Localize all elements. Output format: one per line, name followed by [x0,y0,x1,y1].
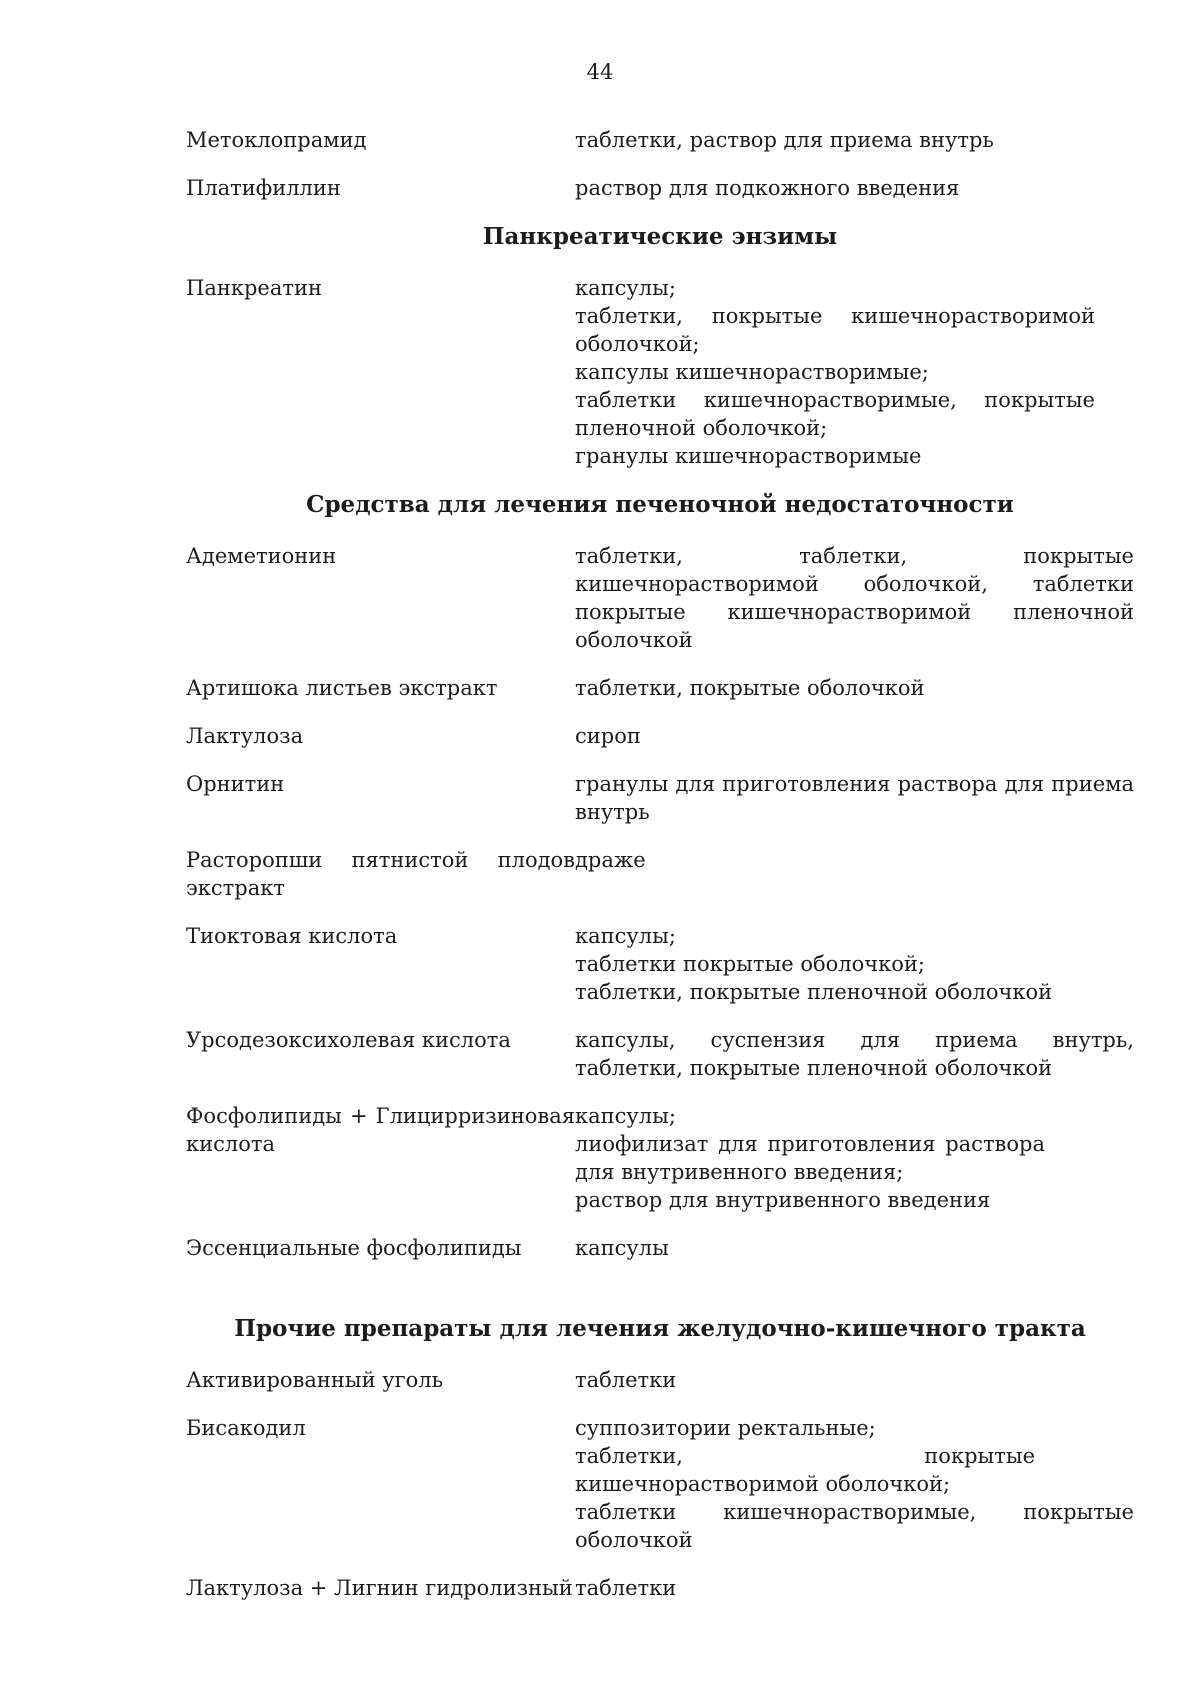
dosage-form: гранулы кишечнорастворимые [575,444,922,468]
drug-name: Орнитин [186,772,285,796]
drug-name: Бисакодил [186,1416,306,1440]
table-row [186,542,1134,654]
dosage-forms [575,126,1134,154]
dosage-form: капсулы кишечнорастворимые; [575,360,929,384]
table-row [186,1102,1134,1214]
drug-name: Лактулоза [186,724,304,748]
table-row [186,174,1134,202]
table-row [186,770,1134,826]
dosage-form: капсулы; [575,276,676,300]
table-row [186,846,1134,902]
dosage-form: таблетки [575,1576,677,1600]
drug-name: Метоклопрамид [186,128,367,152]
table-row [186,1026,1134,1082]
drug-list [186,126,1134,1622]
dosage-forms [575,1102,1045,1214]
dosage-form: раствор для внутривенного введения [575,1188,991,1212]
section-title: Панкреатические энзимы [482,223,838,250]
dosage-form: таблетки кишечнорастворимые, покрытые пленочной оболочкой; [575,388,1095,440]
dosage-forms [575,846,1134,874]
table-row [186,1234,1134,1262]
dosage-form: капсулы; [575,1104,676,1128]
drug-name: Панкреатин [186,276,322,300]
dosage-forms [575,674,1134,702]
dosage-forms [575,1366,1134,1394]
drug-name: Активированный уголь [186,1368,444,1392]
dosage-form: лиофилизат для приготовления раствора для внутривенного введения; [575,1132,1045,1184]
dosage-form: таблетки, покрытые кишечнорастворимой оболочкой; [575,304,1095,356]
table-row [186,126,1134,154]
table-row [186,1414,1134,1554]
dosage-forms [575,722,1134,750]
dosage-form: гранулы для приготовления раствора для приема внутрь [575,772,1134,824]
dosage-form: капсулы [575,1236,669,1260]
dosage-form: таблетки, раствор для приема внутрь [575,128,994,152]
dosage-form: драже [575,848,646,872]
table-row [186,722,1134,750]
dosage-form: таблетки кишечнорастворимые, покрытые оболочкой [575,1500,1134,1552]
dosage-forms [575,274,1095,470]
drug-name: Тиоктовая кислота [186,924,398,948]
dosage-form: таблетки [575,1368,677,1392]
dosage-forms [575,770,1134,826]
drug-name: Эссенциальные фосфолипиды [186,1236,522,1260]
table-row [186,274,1134,470]
drug-name: Платифиллин [186,176,341,200]
dosage-form: таблетки, покрытые кишечнорастворимой оболочкой; [575,1444,1035,1496]
dosage-form: таблетки, покрытые оболочкой [575,676,925,700]
dosage-forms [575,174,1134,202]
table-row [186,922,1134,1006]
dosage-forms [575,1574,1134,1602]
dosage-forms [575,1026,1134,1082]
dosage-form: суппозитории ректальные; [575,1416,876,1440]
dosage-form: сироп [575,724,641,748]
table-row [186,674,1134,702]
dosage-forms [575,1234,1134,1262]
dosage-form: капсулы; [575,924,676,948]
table-row [186,1366,1134,1394]
drug-name: Урсодезоксихолевая кислота [186,1028,511,1052]
dosage-form: таблетки, таблетки, покрытые кишечнорастворимой оболочкой, таблетки покрытые кишечнорастворимой пленочной оболочкой [575,544,1134,652]
drug-name: Лактулоза + Лигнин гидролизный [186,1576,573,1600]
dosage-forms [575,542,1134,654]
dosage-form: таблетки покрытые оболочкой; [575,952,925,976]
drug-name: Артишока листьев экстракт [186,676,498,700]
drug-name: Фосфолипиды + Глицирризиновая кислота [186,1104,575,1156]
dosage-forms [575,922,1134,1006]
dosage-form: капсулы, суспензия для приема внутрь, таблетки, покрытые пленочной оболочкой [575,1028,1134,1080]
drug-name: Расторопши пятнистой плодов экстракт [186,848,575,900]
section-title: Прочие препараты для лечения желудочно-кишечного тракта [234,1315,1086,1342]
dosage-form: раствор для подкожного введения [575,176,960,200]
table-row [186,1574,1134,1602]
dosage-forms [575,1414,1134,1554]
page-number: 44 [586,60,614,84]
section-title: Средства для лечения печеночной недостаточности [306,491,1014,518]
dosage-form: таблетки, покрытые пленочной оболочкой [575,980,1053,1004]
drug-name: Адеметионин [186,544,337,568]
